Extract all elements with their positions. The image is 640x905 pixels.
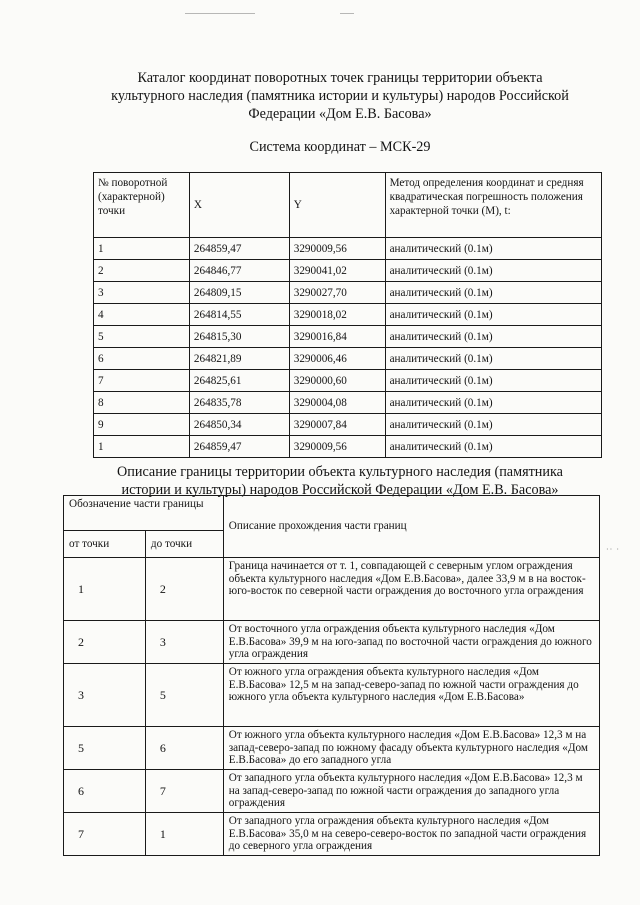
- description-title: [60, 463, 620, 499]
- x-value: 264809,15: [189, 282, 289, 304]
- title-line: культурного наследия (памятника истории и культуры) народов Российской: [111, 88, 569, 105]
- title-line: Описание границы территории объекта культурного наследия (памятника: [117, 464, 563, 480]
- coordinates-table: [93, 172, 602, 458]
- method-value: аналитический (0.1м): [385, 326, 601, 348]
- y-value: 3290006,46: [289, 348, 385, 370]
- method-value: аналитический (0.1м): [385, 414, 601, 436]
- x-value: 264835,78: [189, 392, 289, 414]
- header-from: от точки: [64, 531, 146, 558]
- x-value: 264846,77: [189, 260, 289, 282]
- boundary-segment-row: [64, 558, 600, 621]
- to-point: 5: [145, 664, 223, 727]
- x-value: 264814,55: [189, 304, 289, 326]
- from-point: 7: [64, 813, 146, 856]
- segment-description: От восточного угла ограждения объекта культурного наследия «Дом Е.В.Басова» 39,9 м на юго-запад по восточной части ограждения до южного угла ограждения: [223, 621, 599, 664]
- segment-description: От западного угла ограждения объекта культурного наследия «Дом Е.В.Басова» 35,0 м на северо-северо-восток по западной части ограждения до северного угла ограждения: [223, 813, 599, 856]
- y-value: 3290027,70: [289, 282, 385, 304]
- method-value: аналитический (0.1м): [385, 282, 601, 304]
- method-value: аналитический (0.1м): [385, 436, 601, 458]
- point-number: 6: [94, 348, 190, 370]
- point-number: 1: [94, 436, 190, 458]
- boundary-description-table: [63, 495, 600, 856]
- coordinate-system: Система координат – МСК-29: [249, 139, 431, 155]
- boundary-segment-row: [64, 621, 600, 664]
- scan-artifact: [340, 13, 354, 14]
- from-point: 2: [64, 621, 146, 664]
- coordinate-row: [94, 260, 602, 282]
- point-number: 1: [94, 238, 190, 260]
- coordinate-row: [94, 348, 602, 370]
- title-line: истории и культуры) народов Российской Федерации «Дом Е.В. Басова»: [121, 482, 559, 498]
- coordinate-row: [94, 370, 602, 392]
- boundary-segment-row: [64, 664, 600, 727]
- margin-mark: ·· ·: [606, 545, 620, 554]
- y-value: 3290016,84: [289, 326, 385, 348]
- to-point: 6: [145, 727, 223, 770]
- from-point: 5: [64, 727, 146, 770]
- point-number: 8: [94, 392, 190, 414]
- to-point: 7: [145, 770, 223, 813]
- method-value: аналитический (0.1м): [385, 370, 601, 392]
- header-part: Обозначение части границы: [64, 496, 224, 531]
- to-point: 1: [145, 813, 223, 856]
- header-description: Описание прохождения части границ: [223, 496, 599, 558]
- x-value: 264815,30: [189, 326, 289, 348]
- method-value: аналитический (0.1м): [385, 260, 601, 282]
- x-value: 264850,34: [189, 414, 289, 436]
- coordinate-row: [94, 304, 602, 326]
- point-number: 5: [94, 326, 190, 348]
- boundary-segment-row: [64, 727, 600, 770]
- x-value: 264821,89: [189, 348, 289, 370]
- title-line: Федерации «Дом Е.В. Басова»: [248, 106, 432, 123]
- from-point: 6: [64, 770, 146, 813]
- method-value: аналитический (0.1м): [385, 348, 601, 370]
- point-number: 3: [94, 282, 190, 304]
- boundary-segment-row: [64, 813, 600, 856]
- coordinate-row: [94, 436, 602, 458]
- y-value: 3290009,56: [289, 436, 385, 458]
- coordinates-header-row: [94, 173, 602, 238]
- header-to: до точки: [145, 531, 223, 558]
- coordinate-row: [94, 282, 602, 304]
- segment-description: От южного угла ограждения объекта культурного наследия «Дом Е.В.Басова» 12,5 м на запад-северо-запад по южной части ограждения до южного угла объекта культурного наследия «Дом Е.В.Басова»: [223, 664, 599, 727]
- y-value: 3290004,08: [289, 392, 385, 414]
- to-point: 2: [145, 558, 223, 621]
- method-value: аналитический (0.1м): [385, 304, 601, 326]
- coordinate-row: [94, 238, 602, 260]
- y-value: 3290041,02: [289, 260, 385, 282]
- y-value: 3290007,84: [289, 414, 385, 436]
- boundary-segment-row: [64, 770, 600, 813]
- coordinate-row: [94, 414, 602, 436]
- document-title: [80, 69, 600, 124]
- from-point: 1: [64, 558, 146, 621]
- header-point: № поворотной (характерной) точки: [94, 173, 190, 238]
- segment-description: От западного угла объекта культурного наследия «Дом Е.В.Басова» 12,3 м на запад-северо-запад по южной части ограждения до западного угла ограждения: [223, 770, 599, 813]
- scan-artifact: [185, 13, 255, 14]
- method-value: аналитический (0.1м): [385, 392, 601, 414]
- point-number: 7: [94, 370, 190, 392]
- x-value: 264859,47: [189, 238, 289, 260]
- header-method: Метод определения координат и средняя квадратическая погрешность положения характерной точки (М), t:: [385, 173, 601, 238]
- y-value: 3290009,56: [289, 238, 385, 260]
- y-value: 3290018,02: [289, 304, 385, 326]
- x-value: 264859,47: [189, 436, 289, 458]
- header-x: X: [189, 173, 289, 238]
- description-header-row: [64, 496, 600, 531]
- coordinate-row: [94, 326, 602, 348]
- point-number: 4: [94, 304, 190, 326]
- coordinate-row: [94, 392, 602, 414]
- to-point: 3: [145, 621, 223, 664]
- method-value: аналитический (0.1м): [385, 238, 601, 260]
- header-y: Y: [289, 173, 385, 238]
- x-value: 264825,61: [189, 370, 289, 392]
- y-value: 3290000,60: [289, 370, 385, 392]
- segment-description: От южного угла объекта культурного наследия «Дом Е.В.Басова» 12,3 м на запад-северо-запад по южному фасаду объекта культурного наследия «Дом Е.В.Басова» до его западного угла: [223, 727, 599, 770]
- title-line: Каталог координат поворотных точек границы территории объекта: [137, 70, 543, 86]
- point-number: 2: [94, 260, 190, 282]
- segment-description: Граница начинается от т. 1, совпадающей с северным углом ограждения объекта культурного наследия «Дом Е.В.Басова», далее 33,9 м в на восток-юго-восток по северной части ограждения до восточного угла ограждения: [223, 558, 599, 621]
- from-point: 3: [64, 664, 146, 727]
- point-number: 9: [94, 414, 190, 436]
